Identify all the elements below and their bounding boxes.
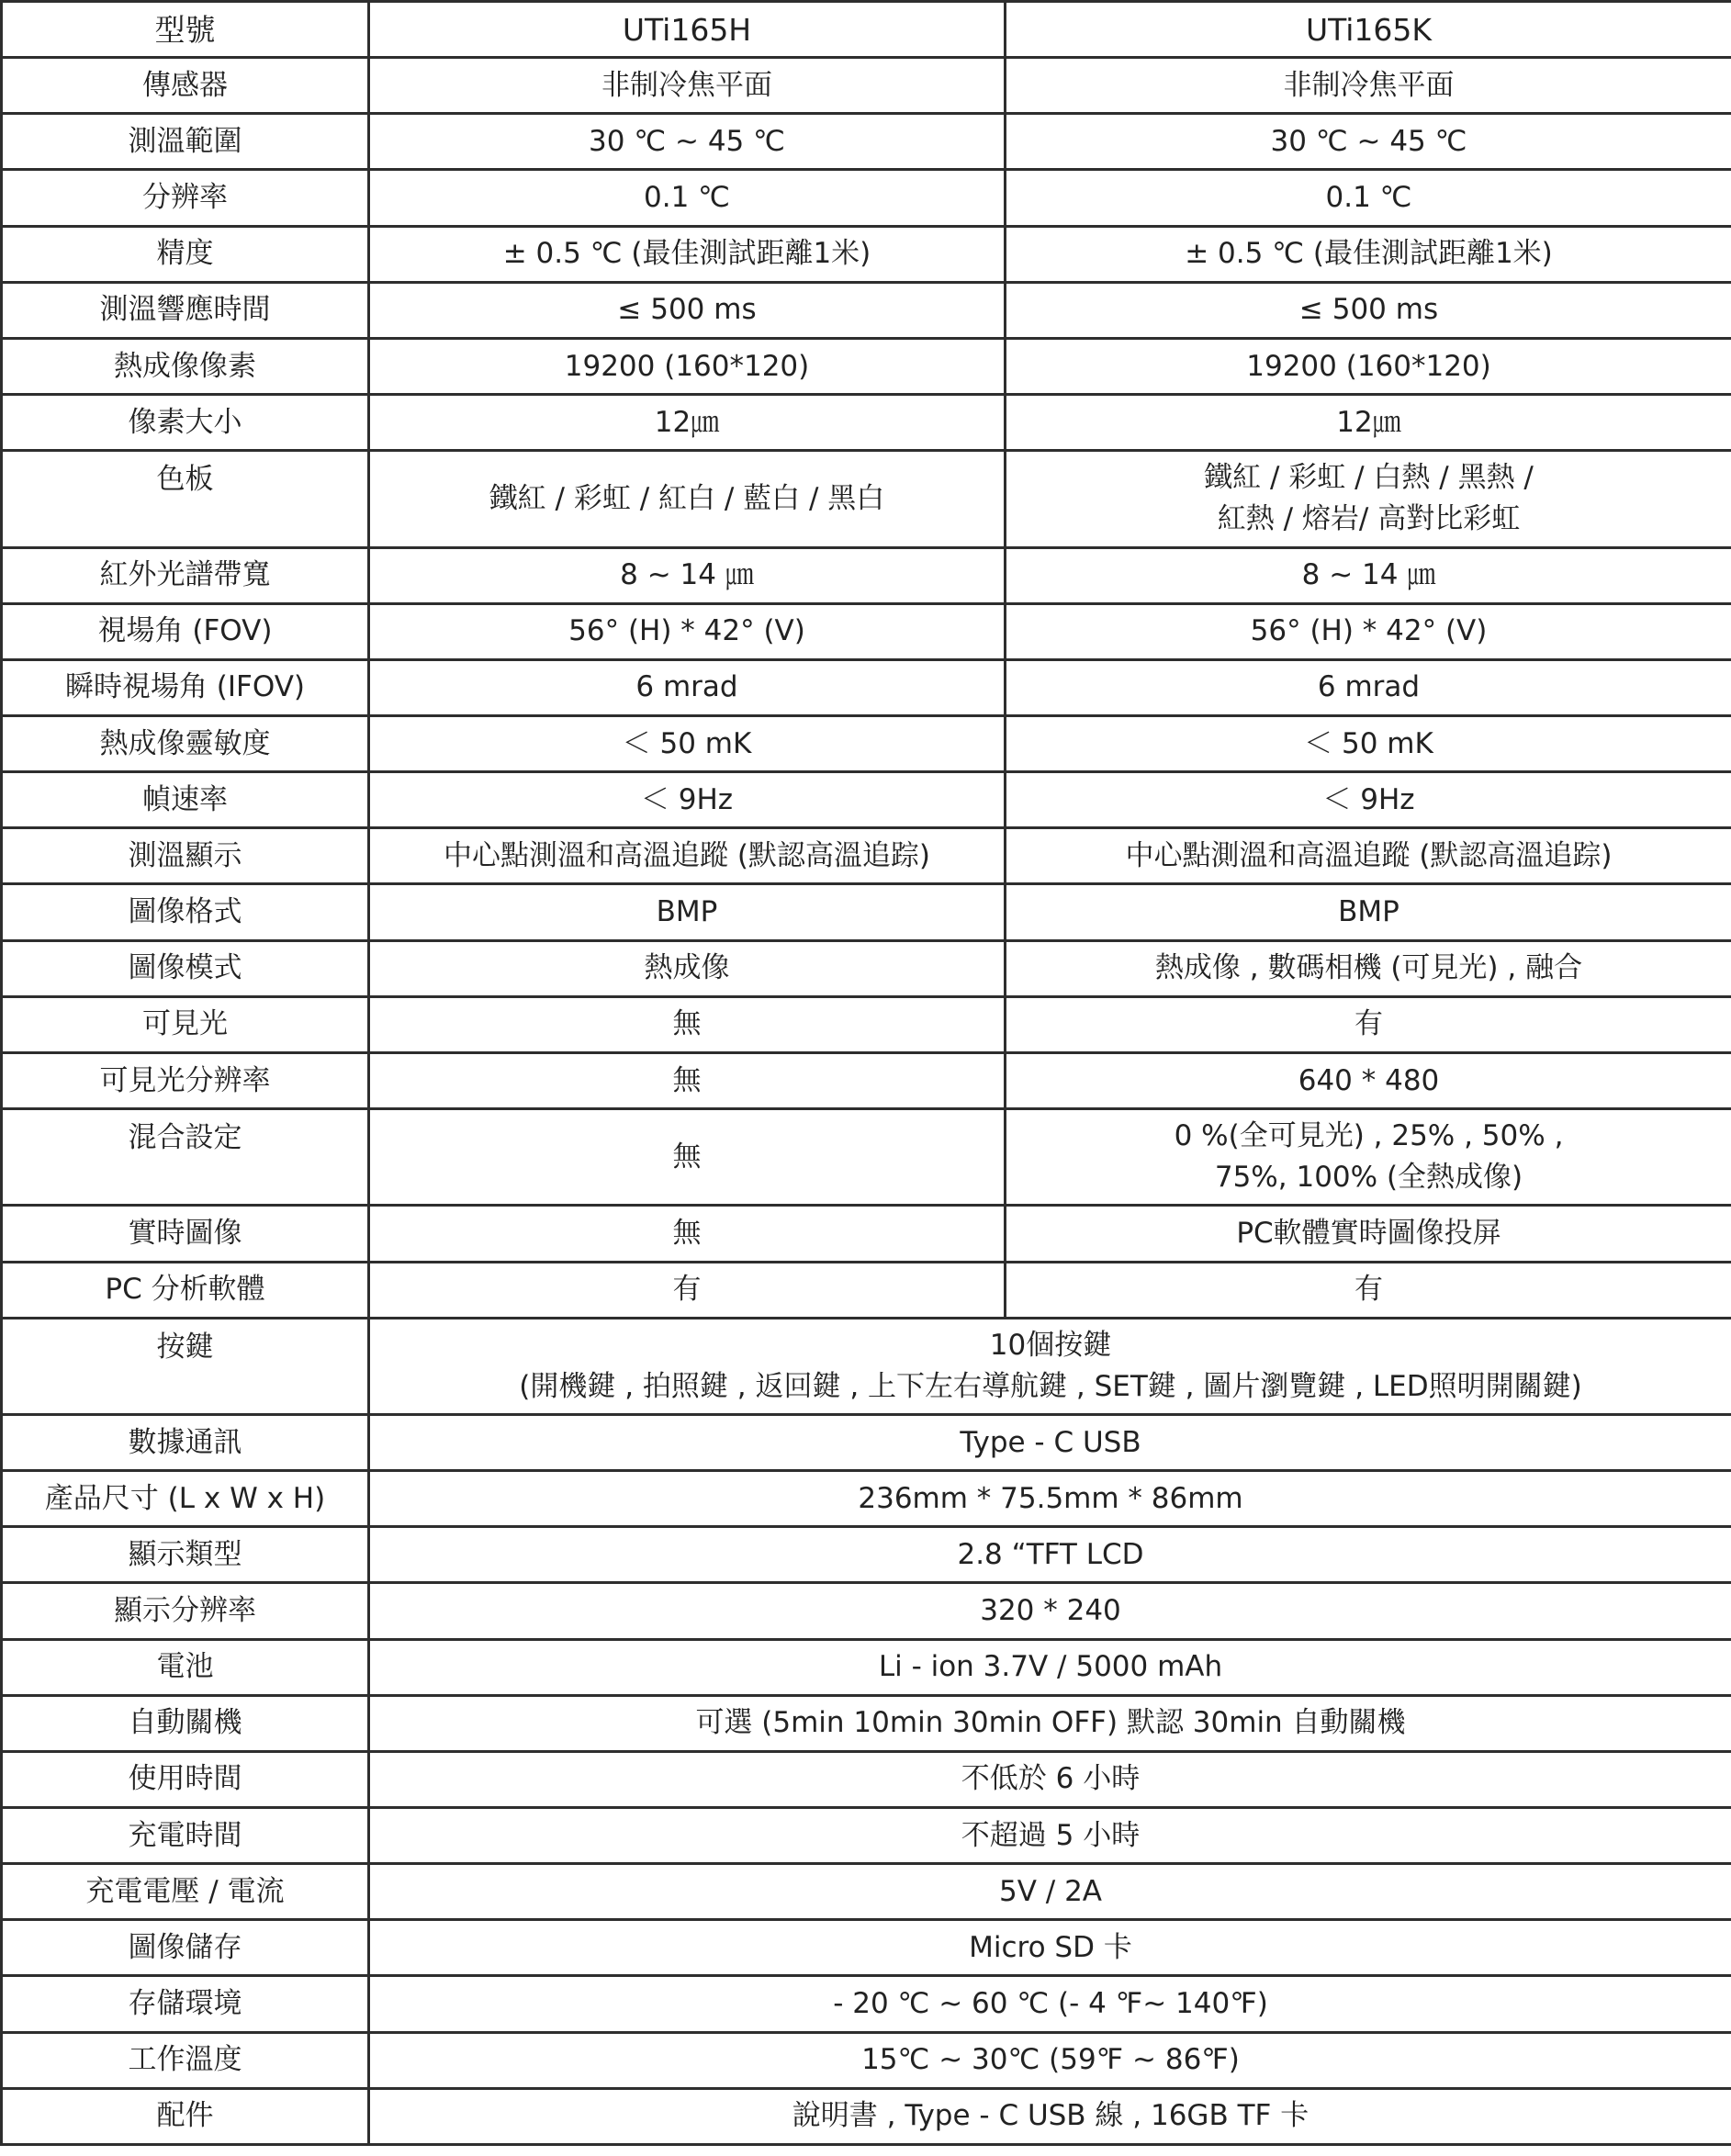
spec-label: 圖像格式: [2, 884, 369, 940]
spec-value-uti165k: [1006, 1206, 1731, 1262]
spec-value-uti165h: [369, 1052, 1006, 1108]
spec-value-line: 鐵紅 / 彩虹 / 紅白 / 藍白 / 黑白: [489, 481, 885, 515]
spec-label: 自動關機: [2, 1695, 369, 1751]
spec-value-line: 0 %(全可見光) , 25% , 50% ,: [1174, 1119, 1564, 1153]
spec-value-line: - 20 ℃ ~ 60 ℃ (- 4 ℉~ 140℉): [833, 1987, 1268, 2021]
spec-label: 圖像儲存: [2, 1920, 369, 1976]
spec-value-line: 有: [672, 1273, 702, 1307]
spec-label: 充電時間: [2, 1808, 369, 1864]
spec-label: 產品尺寸 (L x W x H): [2, 1471, 369, 1527]
spec-value-line: 無: [672, 1140, 702, 1173]
spec-value-line: 2.8 “TFT LCD: [957, 1537, 1144, 1571]
spec-value-line: 10個按鍵: [989, 1328, 1112, 1362]
spec-value-uti165h: [369, 884, 1006, 940]
table-row: [2, 715, 1731, 771]
spec-value-line: 中心點測溫和高溫追蹤 (默認高溫追踪): [1125, 838, 1613, 872]
spec-value-line: ± 0.5 ℃ (最佳測試距離1米): [1185, 237, 1553, 271]
table-row: [2, 1583, 1731, 1639]
spec-value-line: 鐵紅 / 彩虹 / 白熱 / 黑熱 /: [1204, 461, 1534, 495]
spec-value-shared: [369, 1639, 1731, 1695]
table-row: [2, 1751, 1731, 1807]
spec-label: PC 分析軟體: [2, 1262, 369, 1318]
table-row: [2, 2032, 1731, 2088]
spec-label: 分辨率: [2, 170, 369, 226]
spec-value-line: 236mm * 75.5mm * 86mm: [858, 1481, 1243, 1515]
spec-value-line: 無: [672, 1007, 702, 1041]
spec-value-line: 有: [1354, 1273, 1383, 1307]
spec-value-uti165k: [1006, 170, 1731, 226]
spec-value-line: 640 * 480: [1298, 1063, 1440, 1097]
spec-value-shared: [369, 1976, 1731, 2032]
table-row: [2, 114, 1731, 170]
table-row: [2, 226, 1731, 282]
table-row: [2, 1920, 1731, 1976]
spec-value-uti165k: [1006, 395, 1731, 451]
spec-value-shared: [369, 1318, 1731, 1414]
spec-label: 顯示類型: [2, 1527, 369, 1583]
spec-value-uti165h: [369, 1206, 1006, 1262]
table-row: [2, 1262, 1731, 1318]
spec-value-shared: [369, 1583, 1731, 1639]
table-row: [2, 1639, 1731, 1695]
spec-label: 視場角 (FOV): [2, 603, 369, 659]
spec-value-uti165k: [1006, 1109, 1731, 1206]
spec-value-line: ＜ 50 mK: [622, 726, 752, 760]
spec-label: 像素大小: [2, 395, 369, 451]
table-row: [2, 1864, 1731, 1920]
spec-value-uti165h: [369, 58, 1006, 114]
spec-label: 瞬時視場角 (IFOV): [2, 659, 369, 715]
spec-value-line: 說明書 , Type - C USB 線 , 16GB TF 卡: [792, 2099, 1309, 2133]
header-uti165k: UTi165K: [1006, 2, 1731, 58]
spec-value-uti165h: [369, 828, 1006, 884]
spec-label: 混合設定: [2, 1109, 369, 1206]
spec-label: 熱成像靈敏度: [2, 715, 369, 771]
spec-label: 色板: [2, 451, 369, 547]
spec-value-uti165h: [369, 170, 1006, 226]
table-header-row: [2, 2, 1731, 58]
spec-value-line: 無: [672, 1216, 702, 1250]
spec-value-line: 15℃ ~ 30℃ (59℉ ~ 86℉): [861, 2043, 1240, 2077]
spec-label: 可見光分辨率: [2, 1052, 369, 1108]
spec-label: 幀速率: [2, 772, 369, 828]
table-row: [2, 1052, 1731, 1108]
spec-value-uti165h: [369, 451, 1006, 547]
table-row: [2, 2088, 1731, 2144]
spec-value-line: 19200 (160*120): [564, 349, 810, 383]
spec-value-line: ＜ 9Hz: [1322, 782, 1415, 816]
spec-value-line: 30 ℃ ~ 45 ℃: [589, 124, 785, 158]
spec-value-uti165k: [1006, 884, 1731, 940]
spec-value-uti165h: [369, 772, 1006, 828]
spec-value-line: 56° (H) * 42° (V): [1250, 614, 1488, 648]
table-row: [2, 395, 1731, 451]
spec-table-body: [2, 2, 1731, 2145]
spec-value-line: 6 mrad: [635, 670, 738, 704]
spec-value-uti165h: [369, 940, 1006, 996]
spec-value-uti165k: [1006, 58, 1731, 114]
header-uti165h: UTi165H: [369, 2, 1006, 58]
spec-value-line: 非制冷焦平面: [1283, 68, 1455, 102]
table-row: [2, 338, 1731, 394]
spec-label: 配件: [2, 2088, 369, 2144]
table-row: [2, 1206, 1731, 1262]
spec-label: 按鍵: [2, 1318, 369, 1414]
spec-label: 圖像模式: [2, 940, 369, 996]
spec-value-line: PC軟體實時圖像投屏: [1236, 1216, 1501, 1250]
spec-value-line: 8 ~ 14 ㎛: [1301, 558, 1436, 592]
spec-label: 可見光: [2, 996, 369, 1052]
spec-value-uti165h: [369, 395, 1006, 451]
spec-label: 實時圖像: [2, 1206, 369, 1262]
spec-value-line: Type - C USB: [960, 1425, 1141, 1459]
spec-value-uti165k: [1006, 940, 1731, 996]
spec-value-uti165k: [1006, 226, 1731, 282]
spec-value-uti165h: [369, 1109, 1006, 1206]
spec-value-line: ± 0.5 ℃ (最佳測試距離1米): [502, 237, 871, 271]
table-row: [2, 940, 1731, 996]
spec-value-shared: [369, 2088, 1731, 2144]
spec-label: 存儲環境: [2, 1976, 369, 2032]
spec-value-line: (開機鍵 , 拍照鍵 , 返回鍵 , 上下左右導航鍵 , SET鍵 , 圖片瀏覽鍵 , LED照明開關鍵): [519, 1369, 1582, 1403]
table-row: [2, 1318, 1731, 1414]
spec-value-uti165h: [369, 603, 1006, 659]
spec-value-line: 5V / 2A: [998, 1874, 1102, 1908]
spec-value-uti165h: [369, 282, 1006, 338]
header-model-label: 型號: [2, 2, 369, 58]
spec-value-line: 75%, 100% (全熱成像): [1214, 1161, 1523, 1195]
table-row: [2, 170, 1731, 226]
table-row: [2, 996, 1731, 1052]
spec-value-line: Micro SD 卡: [969, 1930, 1132, 1964]
table-row: [2, 1471, 1731, 1527]
spec-value-uti165k: [1006, 451, 1731, 547]
spec-value-uti165h: [369, 338, 1006, 394]
spec-label: 傳感器: [2, 58, 369, 114]
spec-value-uti165h: [369, 547, 1006, 603]
table-row: [2, 828, 1731, 884]
spec-value-uti165h: [369, 226, 1006, 282]
spec-value-line: BMP: [1338, 895, 1399, 929]
table-row: [2, 1808, 1731, 1864]
spec-value-uti165k: [1006, 547, 1731, 603]
spec-value-line: 30 ℃ ~ 45 ℃: [1270, 124, 1467, 158]
spec-value-shared: [369, 1920, 1731, 1976]
table-row: [2, 1527, 1731, 1583]
spec-value-line: 熱成像 , 數碼相機 (可見光) , 融合: [1154, 951, 1583, 985]
spec-value-line: 中心點測溫和高溫追蹤 (默認高溫追踪): [443, 838, 931, 872]
spec-value-shared: [369, 1808, 1731, 1864]
table-row: [2, 1976, 1731, 2032]
table-row: [2, 659, 1731, 715]
spec-value-line: 不低於 6 小時: [961, 1762, 1141, 1796]
spec-value-shared: [369, 1864, 1731, 1920]
spec-value-uti165k: [1006, 659, 1731, 715]
spec-value-uti165k: [1006, 996, 1731, 1052]
spec-value-shared: [369, 1695, 1731, 1751]
spec-value-line: Li - ion 3.7V / 5000 mAh: [878, 1650, 1223, 1684]
table-row: [2, 1695, 1731, 1751]
table-row: [2, 451, 1731, 547]
spec-label: 測溫顯示: [2, 828, 369, 884]
spec-label: 工作溫度: [2, 2032, 369, 2088]
spec-value-line: 不超過 5 小時: [961, 1818, 1141, 1852]
spec-value-line: 0.1 ℃: [644, 181, 730, 215]
table-row: [2, 1414, 1731, 1470]
spec-value-line: ＜ 9Hz: [640, 782, 734, 816]
spec-label: 使用時間: [2, 1751, 369, 1807]
spec-value-shared: [369, 2032, 1731, 2088]
spec-value-shared: [369, 1414, 1731, 1470]
spec-value-line: 0.1 ℃: [1325, 181, 1412, 215]
spec-value-line: ≤ 500 ms: [617, 293, 757, 327]
table-row: [2, 884, 1731, 940]
spec-value-uti165k: [1006, 603, 1731, 659]
spec-value-line: 6 mrad: [1317, 670, 1421, 704]
spec-label: 測溫響應時間: [2, 282, 369, 338]
table-row: [2, 58, 1731, 114]
spec-value-uti165k: [1006, 338, 1731, 394]
spec-label: 紅外光譜帶寬: [2, 547, 369, 603]
spec-label: 精度: [2, 226, 369, 282]
spec-value-uti165h: [369, 114, 1006, 170]
spec-value-line: 56° (H) * 42° (V): [568, 614, 805, 648]
spec-value-uti165k: [1006, 1262, 1731, 1318]
spec-value-line: ＜ 50 mK: [1304, 726, 1433, 760]
spec-value-uti165k: [1006, 772, 1731, 828]
table-row: [2, 1109, 1731, 1206]
spec-label: 測溫範圍: [2, 114, 369, 170]
table-row: [2, 282, 1731, 338]
spec-value-line: 12㎛: [1336, 405, 1401, 439]
spec-label: 數據通訊: [2, 1414, 369, 1470]
spec-value-line: BMP: [656, 895, 718, 929]
spec-label: 顯示分辨率: [2, 1583, 369, 1639]
spec-value-uti165h: [369, 1262, 1006, 1318]
spec-value-uti165k: [1006, 1052, 1731, 1108]
spec-value-line: ≤ 500 ms: [1298, 293, 1439, 327]
spec-value-line: 19200 (160*120): [1246, 349, 1491, 383]
spec-value-line: 可選 (5min 10min 30min OFF) 默認 30min 自動關機: [695, 1706, 1406, 1740]
spec-value-shared: [369, 1751, 1731, 1807]
spec-value-line: 有: [1354, 1007, 1383, 1041]
spec-label: 熱成像像素: [2, 338, 369, 394]
spec-value-line: 12㎛: [654, 405, 720, 439]
spec-value-uti165h: [369, 715, 1006, 771]
spec-value-line: 紅熱 / 熔岩/ 高對比彩虹: [1217, 502, 1521, 536]
spec-value-uti165k: [1006, 114, 1731, 170]
table-row: [2, 547, 1731, 603]
spec-value-shared: [369, 1527, 1731, 1583]
table-row: [2, 772, 1731, 828]
spec-value-uti165k: [1006, 715, 1731, 771]
spec-label: 電池: [2, 1639, 369, 1695]
spec-value-line: 無: [672, 1063, 702, 1097]
spec-value-uti165k: [1006, 282, 1731, 338]
spec-value-line: 熱成像: [644, 951, 730, 985]
spec-label: 充電電壓 / 電流: [2, 1864, 369, 1920]
table-row: [2, 603, 1731, 659]
spec-value-line: 320 * 240: [980, 1593, 1121, 1627]
spec-value-uti165h: [369, 996, 1006, 1052]
spec-value-shared: [369, 1471, 1731, 1527]
spec-value-line: 8 ~ 14 ㎛: [620, 558, 754, 592]
spec-value-uti165k: [1006, 828, 1731, 884]
spec-value-line: 非制冷焦平面: [601, 68, 772, 102]
spec-value-uti165h: [369, 659, 1006, 715]
